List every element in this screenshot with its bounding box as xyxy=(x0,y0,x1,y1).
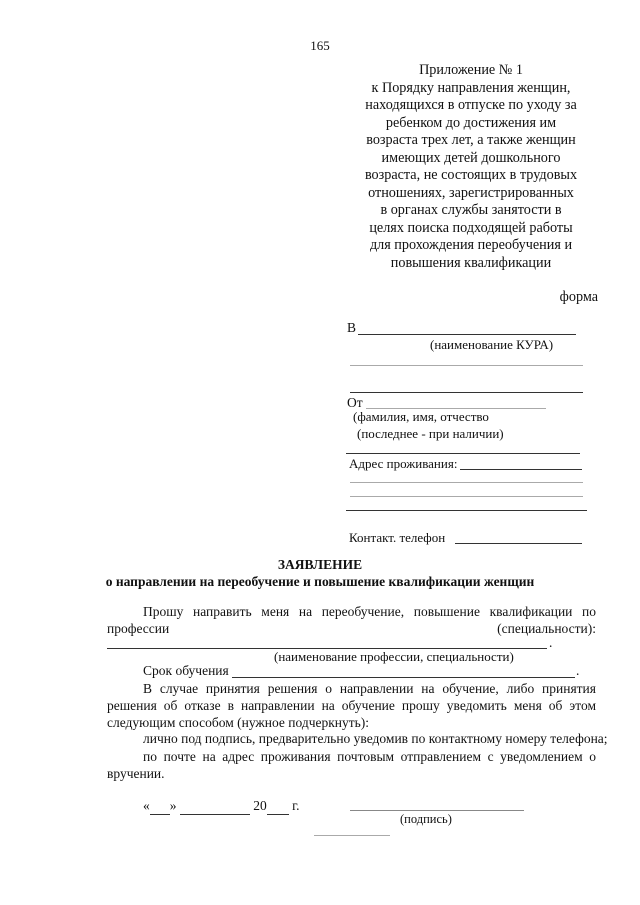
notify-option-personal[interactable]: лично под подпись, предварительно уведомив по контактному номеру телефона; xyxy=(143,731,608,746)
from-extra-line[interactable] xyxy=(346,453,580,454)
decision-paragraph: В случае принятия решения о направлении на обучение, либо принятия решения об отказе в направлении на обучение прошу уведомить меня об этом следующим способом (нужное подчеркнуть): xyxy=(107,681,596,730)
period-mark: . xyxy=(549,635,553,650)
date-block xyxy=(143,798,300,815)
request-line: Прошу направить меня на переобучение, повышение квалификации по xyxy=(143,604,596,619)
appendix-line: целях поиска подходящей работы xyxy=(369,219,573,236)
phone-label: Контакт. телефон xyxy=(349,530,446,545)
month-field-line[interactable] xyxy=(180,798,250,815)
appendix-line: повышения квалификации xyxy=(390,254,552,271)
quote-close: » xyxy=(169,798,177,813)
appendix-line: отношениях, зарегистрированных xyxy=(368,184,574,201)
notify-option-mail[interactable]: по почте на адрес проживания почтовым отправлением с уведомлением о вручении. xyxy=(107,749,596,781)
appendix-line: находящихся в отпуске по уходу за xyxy=(365,97,577,113)
day-field-line[interactable] xyxy=(150,798,170,815)
year-suffix: г. xyxy=(292,798,300,813)
appendix-line: возраста, не состоящих в трудовых xyxy=(364,167,578,183)
profession-hint: (наименование профессии, специальности) xyxy=(274,649,514,664)
address-label: Адрес проживания: xyxy=(349,456,458,471)
request-word-specialty: (специальности): xyxy=(497,621,596,636)
signature-hint: (подпись) xyxy=(400,812,452,826)
year-field-line[interactable] xyxy=(267,798,289,815)
address-field-line[interactable] xyxy=(460,469,582,470)
appendix-line: возраста трех лет, а также женщин xyxy=(366,132,576,148)
signature-field-line[interactable] xyxy=(350,810,524,811)
appendix-block xyxy=(346,62,596,272)
to-field-line[interactable] xyxy=(358,334,576,335)
request-word-profession: профессии xyxy=(107,621,170,636)
address-extra-line[interactable] xyxy=(350,496,583,497)
to-prefix: В xyxy=(347,320,357,335)
term-field-line[interactable] xyxy=(232,677,575,678)
from-hint-patronymic: (последнее - при наличии) xyxy=(357,426,504,441)
to-field-hint: (наименование КУРА) xyxy=(430,337,554,352)
to-extra-line[interactable] xyxy=(350,392,583,393)
appendix-line: к Порядку направления женщин, xyxy=(371,79,571,96)
period-mark: . xyxy=(576,663,580,678)
term-label: Срок обучения xyxy=(143,663,229,678)
appendix-heading: Приложение № 1 xyxy=(419,62,523,78)
from-hint-name: (фамилия, имя, отчество xyxy=(353,409,489,424)
appendix-line: в органах службы занятости в xyxy=(380,202,562,218)
bottom-divider xyxy=(314,835,390,836)
quote-open: « xyxy=(143,798,150,813)
phone-field-line[interactable] xyxy=(455,543,582,544)
from-prefix: От xyxy=(347,395,363,410)
page-number: 165 xyxy=(310,38,330,53)
form-label: форма xyxy=(559,289,598,305)
to-extra-line[interactable] xyxy=(350,365,583,366)
address-extra-line[interactable] xyxy=(346,510,587,511)
document-title: ЗАЯВЛЕНИЕ xyxy=(277,557,363,572)
appendix-line: ребенком до достижения им xyxy=(385,114,557,131)
year-prefix: 20 xyxy=(253,798,267,813)
appendix-line: имеющих детей дошкольного xyxy=(381,149,561,166)
address-extra-line[interactable] xyxy=(350,482,583,483)
document-subtitle: о направлении на переобучение и повышение квалификации женщин xyxy=(105,574,535,589)
appendix-line: для прохождения переобучения и xyxy=(369,237,573,253)
